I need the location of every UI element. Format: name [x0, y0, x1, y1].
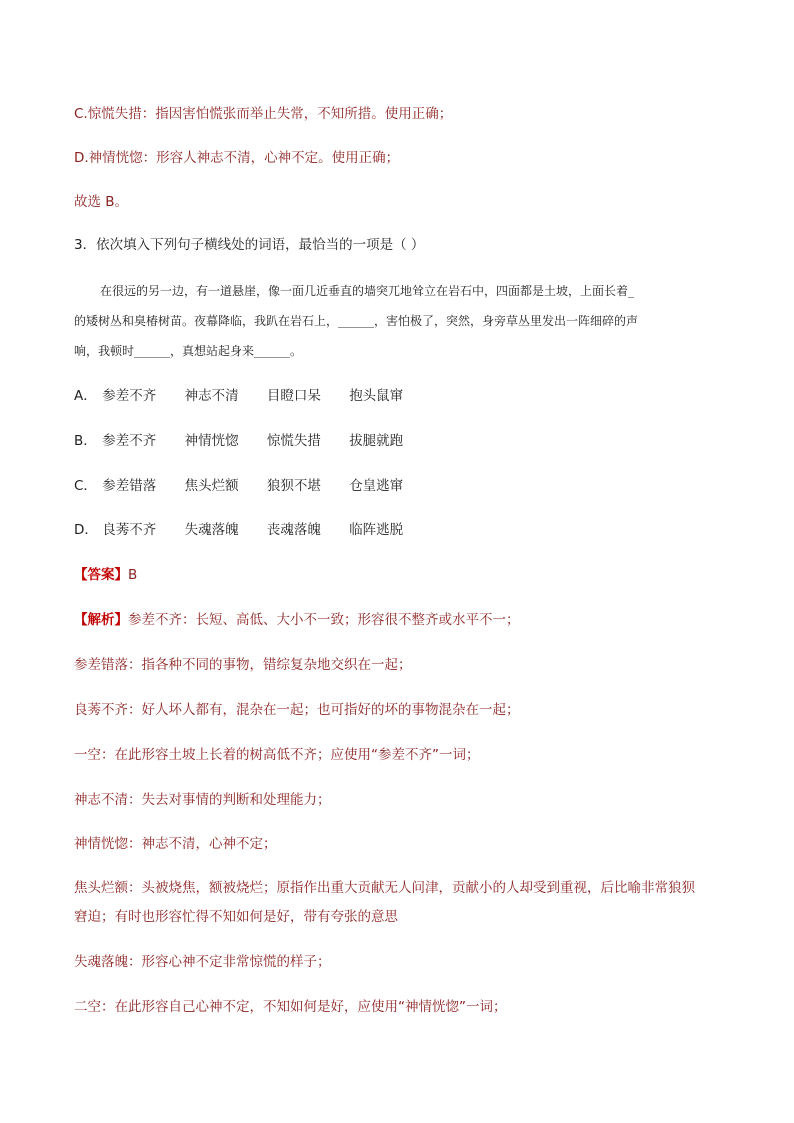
option-c	[74, 476, 427, 496]
previous-answer-selection: 故选 B。	[74, 194, 129, 210]
answer-value: B	[128, 567, 138, 583]
explanation-line: 失魂落魄：形容心神不定非常惊慌的样子；	[74, 954, 331, 970]
option-word: 参差不齐	[102, 433, 157, 449]
previous-option-c-explanation: C.惊慌失措：指因害怕慌张而举止失常，不知所措。使用正确；	[74, 106, 453, 122]
answer-line	[74, 565, 137, 585]
passage-line: 的矮树丛和臭椿树苗。夜幕降临，我趴在岩石上，______，害怕极了，突然，身旁草丛里发出一阵细碎的声	[74, 314, 639, 328]
explanation-line: 参差错落：指各种不同的事物，错综复杂地交织在一起；	[74, 657, 412, 673]
option-word: 临阵逃脱	[349, 522, 404, 538]
explanation-line: 一空：在此形容土坡上长着的树高低不齐；应使用“参差不齐”一词；	[74, 747, 480, 763]
option-letter: D．	[74, 522, 98, 538]
explanation-text: 参差不齐：长短、高低、大小不一致；形容很不整齐或水平不一；	[128, 612, 520, 628]
previous-option-d-explanation: D.神情恍惚：形容人神志不清，心神不定。使用正确；	[74, 150, 400, 166]
option-letter: B．	[74, 433, 97, 449]
explanation-line: 神志不清：失去对事情的判断和处理能力；	[74, 792, 331, 808]
option-word: 神情恍惚	[184, 433, 239, 449]
option-word: 焦头烂额	[184, 478, 239, 494]
option-word: 仓皇逃窜	[349, 478, 404, 494]
option-word: 抱头鼠窜	[349, 388, 404, 404]
option-letter: A．	[74, 388, 97, 404]
question-stem: 3．依次填入下列句子横线处的词语，最恰当的一项是（ ）	[74, 237, 425, 253]
answer-tag: 【答案】	[74, 567, 128, 583]
option-a	[74, 386, 427, 406]
explanation-line: 良莠不齐：好人坏人都有，混杂在一起；也可指好的坏的事物混杂在一起；	[74, 702, 520, 718]
option-d	[74, 520, 427, 540]
option-word: 狼狈不堪	[266, 478, 321, 494]
option-word: 目瞪口呆	[266, 388, 321, 404]
option-word: 良莠不齐	[102, 522, 157, 538]
option-word: 失魂落魄	[184, 522, 239, 538]
passage-line: 响，我顿时______，真想站起身来______。	[74, 344, 303, 358]
option-word: 惊慌失措	[266, 433, 321, 449]
option-word: 拔腿就跑	[349, 433, 404, 449]
option-letter: C．	[74, 478, 97, 494]
option-b	[74, 431, 427, 451]
explanation-line: 窘迫；有时也形容忙得不知如何是好，带有夸张的意思	[74, 909, 398, 925]
option-word: 丧魂落魄	[266, 522, 321, 538]
option-word: 神志不清	[184, 388, 239, 404]
explanation-line: 焦头烂额：头被烧焦，额被烧烂；原指作出重大贡献无人问津，贡献小的人却受到重视，后比喻非常狼狈	[74, 880, 695, 896]
explanation-tag: 【解析】	[74, 612, 128, 628]
option-word: 参差不齐	[102, 388, 157, 404]
explanation-line	[74, 609, 520, 631]
passage-line: 在很远的另一边，有一道悬崖，像一面几近垂直的墙突兀地耸立在岩石中，四面都是土坡，上面长着_	[100, 284, 635, 298]
option-word: 参差错落	[102, 478, 157, 494]
explanation-line: 二空：在此形容自己心神不定，不知如何是好，应使用“神情恍惚”一词；	[74, 999, 507, 1015]
explanation-line: 神情恍惚：神志不清，心神不定；	[74, 836, 277, 852]
